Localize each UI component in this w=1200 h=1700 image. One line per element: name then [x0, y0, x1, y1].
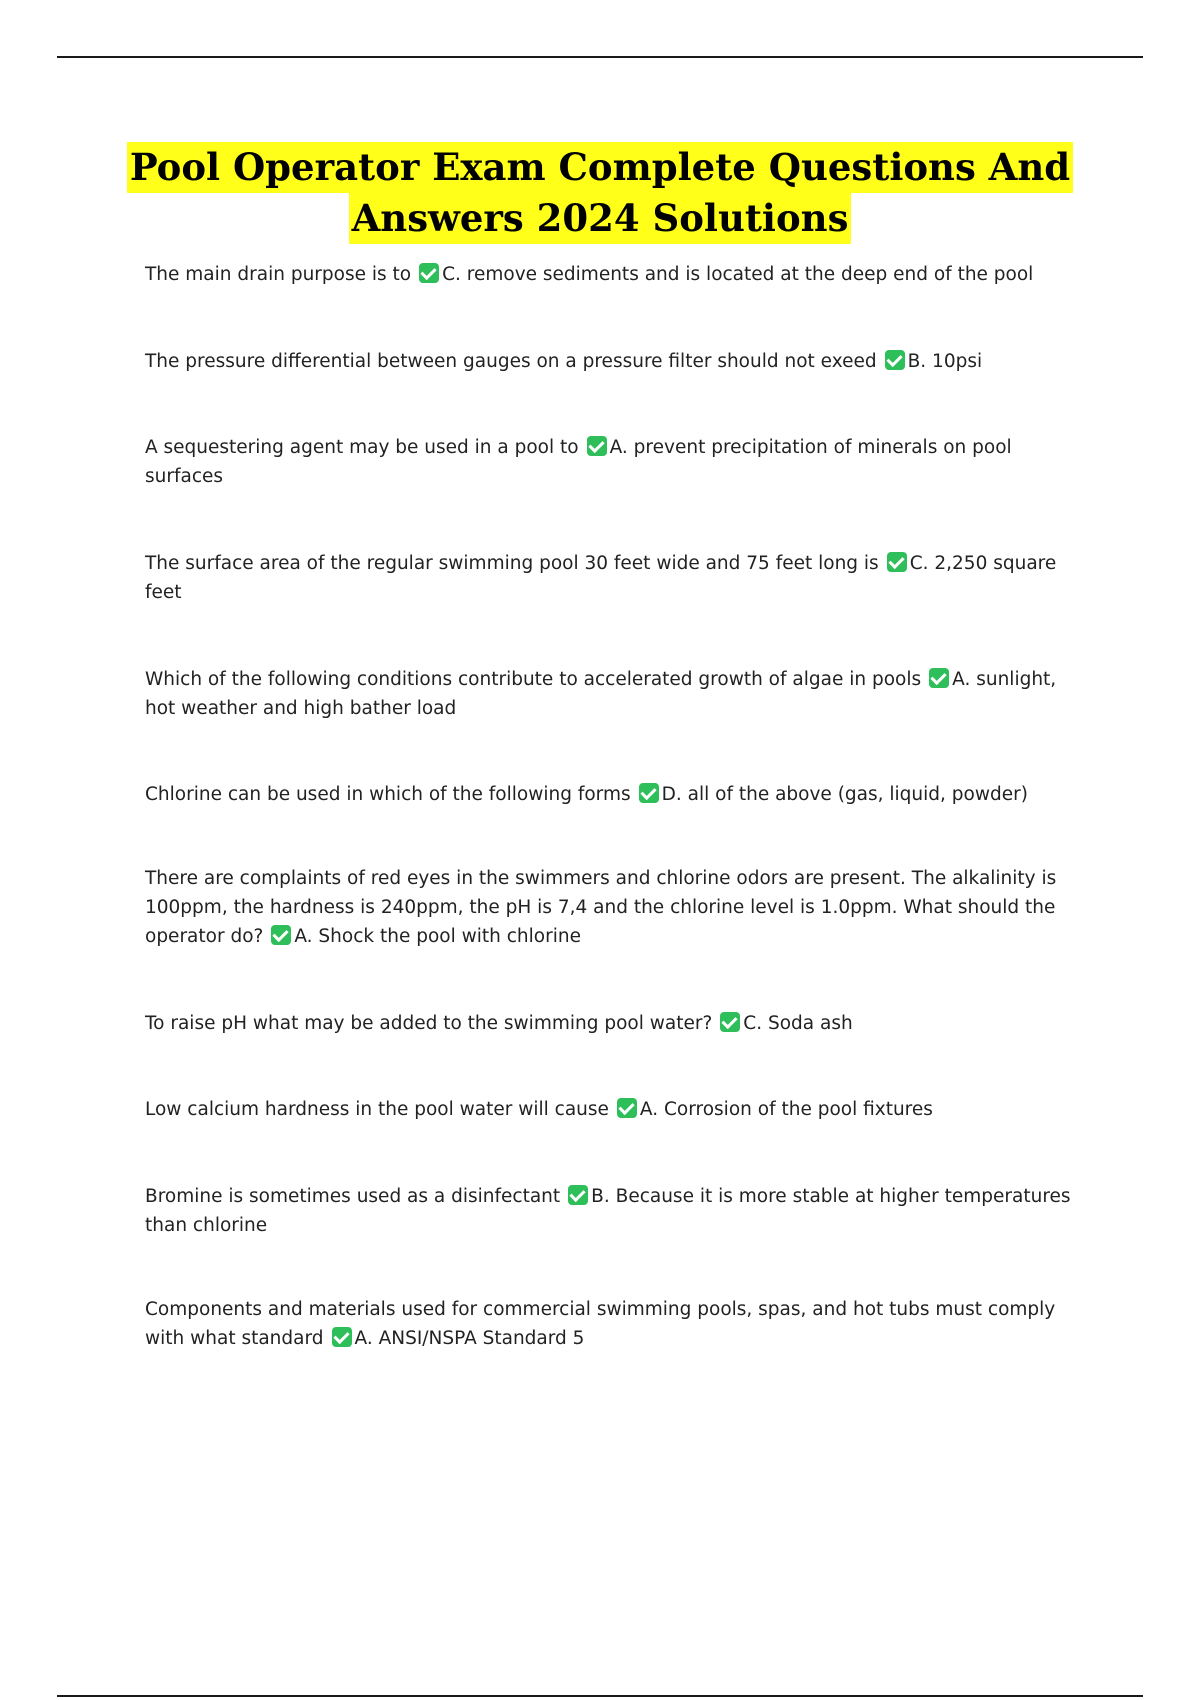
qa-item-4 — [145, 549, 1090, 607]
check-box-icon — [617, 1098, 637, 1118]
answer-text: A. Corrosion of the pool fixtures — [639, 1099, 933, 1120]
qa-item-1 — [145, 260, 1090, 289]
question-text: Low calcium hardness in the pool water will cause — [145, 1099, 609, 1120]
check-box-icon — [271, 925, 291, 945]
question-text: There are complaints of red eyes in the swimmers and chlorine odors are present. The alkalinity is 100ppm, the hardness is 240ppm, the pH is 7,4 and the chlorine level is 1.0ppm. What should the operator do? — [145, 868, 1057, 947]
check-box-icon — [332, 1327, 352, 1347]
answer-text: A. prevent precipitation of minerals on pool surfaces — [145, 437, 1012, 487]
title-line-2: Answers 2024 Solutions — [349, 193, 852, 244]
qa-item-9 — [145, 1095, 1090, 1124]
qa-item-10 — [145, 1182, 1090, 1240]
qa-item-5 — [145, 665, 1090, 723]
qa-item-3 — [145, 433, 1090, 491]
answer-text: A. ANSI/NSPA Standard 5 — [354, 1328, 585, 1349]
answer-text: C. Soda ash — [743, 1013, 853, 1034]
answer-text: C. remove sediments and is located at the deep end of the pool — [442, 264, 1034, 285]
question-text: Components and materials used for commercial swimming pools, spas, and hot tubs must comply with what standard — [145, 1299, 1056, 1349]
bottom-rule — [57, 1695, 1143, 1697]
question-text: Which of the following conditions contribute to accelerated growth of algae in pools — [145, 669, 922, 690]
check-box-icon — [885, 350, 905, 370]
answer-text: A. Shock the pool with chlorine — [294, 926, 581, 947]
answer-text: A. sunlight, hot weather and high bather load — [145, 669, 1057, 719]
question-text: The pressure differential between gauges on a pressure filter should not exeed — [145, 351, 877, 372]
question-text: The surface area of the regular swimming pool 30 feet wide and 75 feet long is — [145, 553, 879, 574]
answer-text: B. Because it is more stable at higher temperatures than chlorine — [145, 1186, 1071, 1236]
question-text: Bromine is sometimes used as a disinfectant — [145, 1186, 561, 1207]
check-box-icon — [419, 263, 439, 283]
check-box-icon — [568, 1185, 588, 1205]
question-text: To raise pH what may be added to the swimming pool water? — [145, 1013, 713, 1034]
answer-text: B. 10psi — [907, 351, 983, 372]
qa-item-7 — [145, 864, 1090, 951]
question-text: Chlorine can be used in which of the following forms — [145, 784, 631, 805]
page-title — [0, 142, 1200, 244]
qa-list — [145, 260, 1090, 1353]
check-box-icon — [639, 783, 659, 803]
qa-item-11 — [145, 1295, 1090, 1353]
top-rule — [57, 56, 1143, 58]
check-box-icon — [587, 436, 607, 456]
qa-item-2 — [145, 347, 1090, 376]
qa-item-6 — [145, 780, 1090, 809]
answer-text: C. 2,250 square feet — [145, 553, 1057, 603]
title-line-1: Pool Operator Exam Complete Questions And — [127, 142, 1073, 193]
check-box-icon — [929, 668, 949, 688]
question-text: A sequestering agent may be used in a pool to — [145, 437, 579, 458]
check-box-icon — [887, 552, 907, 572]
qa-item-8 — [145, 1009, 1090, 1038]
check-box-icon — [720, 1012, 740, 1032]
question-text: The main drain purpose is to — [145, 264, 412, 285]
answer-text: D. all of the above (gas, liquid, powder) — [661, 784, 1028, 805]
